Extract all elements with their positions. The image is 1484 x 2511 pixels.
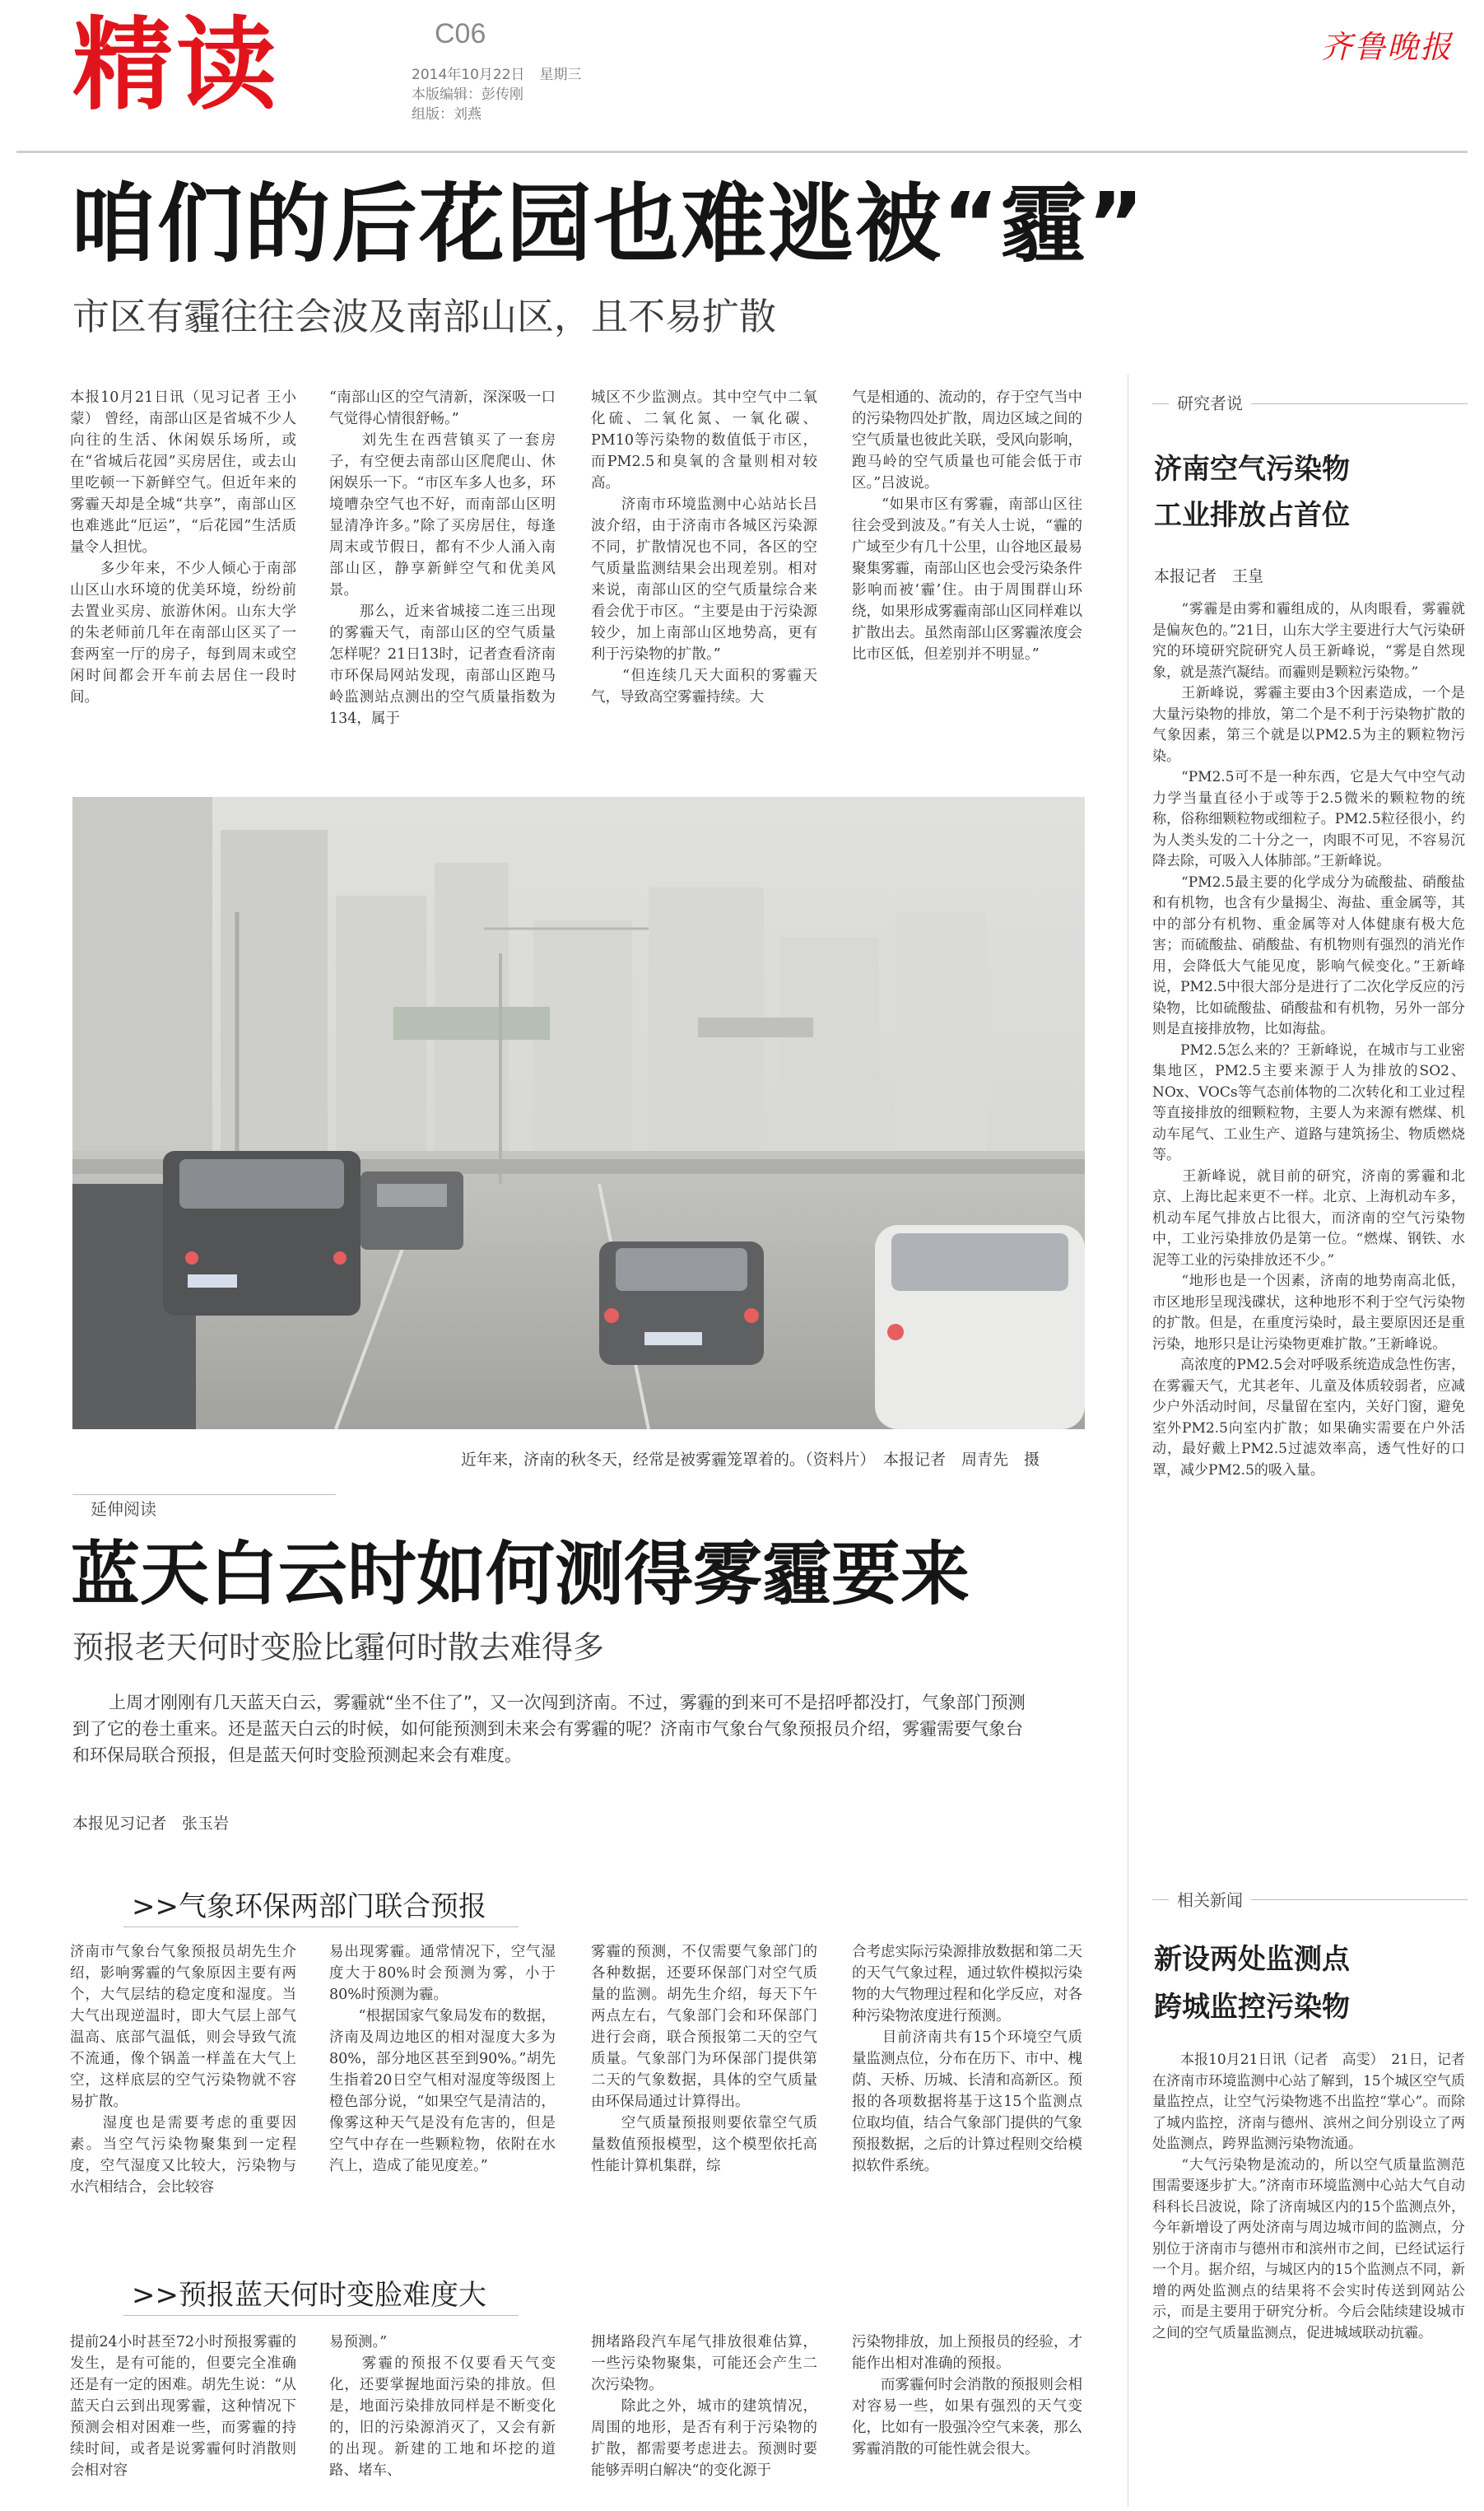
subsection-heading-1: >>气象环保两部门联合预报	[132, 1890, 486, 1923]
sidebar1-headline-line1: 济南空气污染物	[1154, 453, 1350, 486]
story2-column-2: 易出现雾霾。通常情况下，空气湿度大于80%时会预测为雾，小于80%时预测为霾。 “根据国家气象局发布的数据，济南及周边地区的相对湿度大多为80%，部分地区甚至到90%。”胡先生指着20日空气相对湿度等级图上橙色部分说，“如果空气是清洁的，像雾这种天气是没有危害的，但是空气中存在一些颗粒物，依附在水汽上，造成了能见度差。”	[329, 1944, 556, 2174]
smog-traffic-photo	[72, 797, 1085, 1429]
story1-column-3: 城区不少监测点。其中空气中二氧化硫、二氧化氮、一氧化碳、PM10等污染物的数值低于市区，而PM2.5和臭氧的含量则相对较高。 济南市环境监测中心站站长吕波介绍，由于济南市各城区污染源不同，扩散情况也不同，各区的空气质量监测结果会出现差别。相对来说，南部山区的空气质量综合来看会优于市区。“主要是由于污染源较少，加上南部山区地势高，更有利于污染物的扩散。” “但连续几天大面积的雾霾天气，导致高空雾霾持续。大	[591, 389, 817, 706]
story2-column-6: 易预测。” 雾霾的预报不仅要看天气变化，还要掌握地面污染的排放。但是，地面污染排放同样是不断变化的，旧的污染源消灭了，又会有新的出现。新建的工地和坏挖的道路、堵车、	[329, 2334, 556, 2479]
sidebar2-headline-line2: 跨城监控污染物	[1154, 1991, 1350, 2024]
story1-column-1: 本报10月21日讯（见习记者 王小蒙） 曾经，南部山区是省城不少人向往的生活、休闲娱乐场所，或在“省城后花园”买房居住，或去山里吃顿一下新鲜空气。但近年来的雾霾天却是全城“共享”，南部山区也难逃此“厄运”，“后花园”生活质量令人担忧。 多少年来，不少人倾心于南部山区山水环境的优美环境，纷纷前去置业买房、旅游休闲。山东大学的朱老师前几年在南部山区买了一套两室一厅的房子，每到周末或空闲时间都会开车前去居住一段时间。	[70, 389, 296, 706]
layout-credit: 组版：刘燕	[412, 106, 481, 123]
sidebar1-headline-line2: 工业排放占首位	[1154, 499, 1350, 532]
page-code: C06	[435, 18, 486, 49]
story2-column-4: 合考虑实际污染源排放数据和第二天的天气气象过程，通过软件模拟污染物的大气物理过程和化学反应，对各种污染物浓度进行预测。 目前济南共有15个环境空气质量监测点位，分布在历下、市中、槐荫、天桥、历城、长清和高新区。预报的各项数据将基于这15个监测点位取均值，结合气象部门提供的气象预报数据，之后的计算过程则交给模拟软件系统。	[852, 1944, 1082, 2174]
story2-column-1: 济南市气象台气象预报员胡先生介绍，影响雾霾的气象原因主要有两个，大气层结的稳定度和湿度。当大气出现逆温时，即大气层上部气温高、底部气温低，则会导致气流不流通，像个锅盖一样盖在大气上空，这样底层的空气污染物就不容易扩散。 湿度也是需要考虑的重要因素。当空气污染物聚集到一定程度，空气湿度又比较大，污染物与水汽相结合，会比较容	[70, 1944, 296, 2196]
section-title: 精读	[72, 7, 280, 123]
sidebar1-label: 研究者说	[1169, 390, 1251, 414]
sidebar2-label: 相关新闻	[1169, 1887, 1251, 1911]
story2-column-5: 提前24小时甚至72小时预报雾霾的发生，是有可能的，但要完全准确还是有一定的困难。胡先生说：“从蓝天白云到出现雾霾，这种情况下预测会相对困难一些，而雾霾的持续时间，或者是说雾霾何时消散则会相对容	[70, 2334, 296, 2479]
sidebar1-body: “雾霾是由雾和霾组成的，从肉眼看，雾霾就是偏灰色的。”21日，山东大学主要进行大气污染研究的环境研究院研究人员王新峰说，“雾是自然现象，就是蒸汽凝结。而霾则是颗粒污染物。” 王新峰说，雾霾主要由3个因素造成，一个是大量污染物的排放，第二个是不利于污染物扩散的气象因素，第三个就是以PM2.5为主的颗粒物污染。 “PM2.5可不是一种东西，它是大气中空气动力学当量直径小于或等于2.5微米的颗粒物的统称，俗称细颗粒物或细粒子。PM2.5粒径很小，约为人类头发的二十分之一，肉眼不可见，不容易沉降去除，可吸入人体肺部。”王新峰说。 “PM2.5最主要的化学成分为硫酸盐、硝酸盐和有机物，也含有少量揭尘、海盐、重金属等，其中的部分有机物、重金属等对人体健康有极大危害；而硫酸盐、硝酸盐、有机物则有强烈的消光作用，会降低大气能见度，影响气候变化。”王新峰说，PM2.5中很大部分是进行了二次化学反应的污染物，比如硫酸盐、硝酸盐和有机物，另外一部分则是直接排放物，比如海盐。 PM2.5怎么来的？王新峰说，在城市与工业密集地区，PM2.5主要来源于人为排放的SO2、NOx、VOCs等气态前体物的二次转化和工业过程等直接排放的细颗粒物，主要人为来源有燃煤、机动车尾气、工业生产、道路与建筑扬尘、物质燃烧等。 王新峰说，就目前的研究，济南的雾霾和北京、上海比起来更不一样。北京、上海机动车多，机动车尾气排放占比很大，而济南的空气污染物中，工业污染排放仍是第一位。“燃煤、钢铁、水泥等工业的污染排放还不少。” “地形也是一个因素，济南的地势南高北低，市区地形呈现浅碟状，这种地形不利于空气污染物的扩散。但是，在重度污染时，最主要原因还是重污染，地形只是让污染物更难扩散。”王新峰说。 高浓度的PM2.5会对呼吸系统造成急性伤害，在雾霾天气，尤其老年、儿童及体质较弱者，应减少户外活动时间，尽量留在室内，关好门窗，避免室外PM2.5向室内扩散；如果确实需要在户外活动，最好戴上PM2.5过滤效率高，透气性好的口罩，减少PM2.5的吸入量。	[1152, 601, 1465, 1479]
section-label-frame	[72, 1494, 336, 1495]
main-headline: 咱们的后花园也难逃被“霾”	[70, 174, 1146, 274]
newspaper-logo: 齐鲁晚报	[1321, 29, 1454, 65]
secondary-headline: 蓝天白云时如何测得雾霾要来	[71, 1534, 970, 1614]
masthead-divider	[16, 151, 1468, 153]
issue-date: 2014年10月22日	[412, 67, 525, 83]
story2-byline: 本报见习记者 张玉岩	[72, 1815, 230, 1833]
subsection-rule-1	[123, 1926, 519, 1927]
subsection-rule-2	[123, 2315, 519, 2316]
editor-credit: 本版编辑：彭传刚	[412, 86, 523, 103]
story2-column-3: 雾霾的预测，不仅需要气象部门的各种数据，还要环保部门对空气质量的监测。胡先生介绍，每天下午两点左右，气象部门会和环保部门进行会商，联合预报第二天的空气质量。气象部门为环保部门提供第二天的气象数据，具体的空气质量由环保局通过计算得出。 空气质量预报则要依靠空气质量数值预报模型，这个模型依托高性能计算机集群，综	[591, 1944, 817, 2174]
sidebar2-headline-line1: 新设两处监测点	[1154, 1943, 1350, 1976]
secondary-subheadline: 预报老天何时变脸比霾何时散去难得多	[72, 1629, 605, 1665]
story2-intro: 上周才刚刚有几天蓝天白云，雾霾就“坐不住了”，又一次闯到济南。不过，雾霾的到来可不是招呼都没打，气象部门预测到了它的卷土重来。还是蓝天白云的时候，如何能预测到未来会有雾霾的呢？济南市气象台气象预报员介绍，雾霾需要气象台和环保局联合预报，但是蓝天何时变脸预测起来会有难度。	[72, 1693, 1026, 1765]
sidebar1-byline: 本报记者 王皇	[1154, 567, 1264, 585]
section-label-extended: 延伸阅读	[91, 1499, 156, 1519]
main-subheadline: 市区有霾往往会波及南部山区，且不易扩散	[72, 295, 777, 338]
story2-column-7: 拥堵路段汽车尾气排放很难估算，一些污染物聚集，可能还会产生二次污染物。 除此之外，城市的建筑情况，周围的地形，是否有利于污染物的扩散，都需要考虑进去。预测时要能够弄明白解决“的变化源于	[591, 2334, 817, 2479]
story1-column-4: 气是相通的、流动的，存于空气当中的污染物四处扩散，周边区域之间的空气质量也彼此关联，受风向影响，跑马岭的空气质量也可能会低于市区。”吕波说。 “如果市区有雾霾，南部山区往往会受到波及。”有关人士说，“霾的广域至少有几十公里，山谷地区最易聚集雾霾，南部山区也会受污染条件影响而被‘霾’住。由于周围群山环绕，如果形成雾霾南部山区同样难以扩散出去。虽然南部山区雾霾浓度会比市区低，但差别并不明显。”	[852, 389, 1082, 663]
sidebar2-body: 本报10月21日讯（记者 高雯） 21日，记者在济南市环境监测中心站了解到，15个城区空气质量监控点，让空气污染物逃不出监控“掌心”。而除了城内监控，济南与德州、滨州之间分别设立了两处监测点，跨界监测污染物流通。 “大气污染物是流动的，所以空气质量监测范围需要逐步扩大。”济南市环境监测中心站大气自动科科长吕波说，除了济南城区内的15个监测点外，今年新增设了两处济南与周边城市间的监测点，分别位于济南市与德州市和滨州市之间，已经试运行一个月。据介绍，与城区内的15个监测点不同，新增的两处监测点的结果将不会实时传送到网站公示，而是主要用于研究分析。今后会陆续建设城市之间的空气质量监测点，促进城域联动抗霾。	[1152, 2052, 1465, 2341]
story1-column-2: “南部山区的空气清新，深深吸一口气觉得心情很舒畅。” 刘先生在西营镇买了一套房子，有空便去南部山区爬爬山、休闲娱乐一下。“市区车多人也多，环境嘈杂空气也不好，而南部山区明显清净许多。”除了买房居住，每逢周末或节假日，都有不少人涌入南部山区，静享新鲜空气和优美风景。 那么，近来省城接二连三出现的雾霾天气，南部山区的空气质量怎样呢？21日13时，记者查看济南市环保局网站发现，南部山区跑马岭监测站点测出的空气质量指数为134，属于	[329, 389, 556, 727]
issue-weekday: 星期三	[539, 67, 582, 83]
photo-caption: 近年来，济南的秋冬天，经常是被雾霾笼罩着的。（资料片） 本报记者 周青先 摄	[461, 1451, 1040, 1469]
story2-column-8: 污染物排放，加上预报员的经验，才能作出相对准确的预报。 而雾霾何时会消散的预报则会相对容易一些，如果有强烈的天气变化，比如有一股强冷空气来袭，那么雾霾消散的可能性就会很大。	[852, 2334, 1082, 2457]
date-line	[412, 63, 597, 83]
subsection-heading-2: >>预报蓝天何时变脸难度大	[132, 2279, 486, 2312]
